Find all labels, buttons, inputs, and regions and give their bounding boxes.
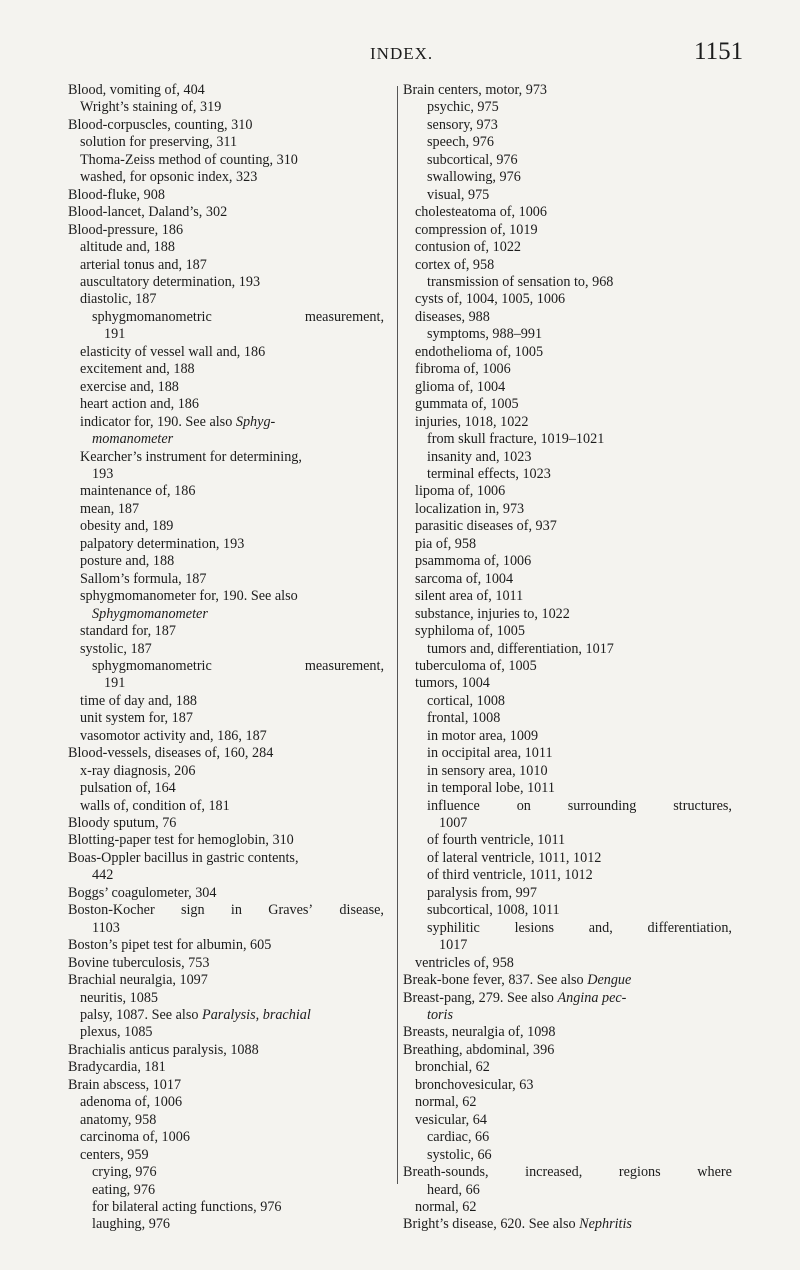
index-entry (68, 309, 384, 326)
index-entry (403, 291, 732, 308)
column-divider (397, 86, 398, 1184)
index-entry (403, 222, 732, 239)
index-entry-text: posture and, 188 (80, 553, 175, 570)
index-entry-text: neuritis, 1085 (80, 989, 159, 1006)
index-entry (68, 571, 384, 588)
index-entry-text: Blood-vessels, diseases of, 160, 284 (68, 745, 274, 762)
index-entry (68, 1199, 384, 1216)
index-entry (403, 798, 732, 815)
index-entry (68, 449, 384, 466)
index-entry-text: in occipital area, 1011 (427, 745, 553, 762)
index-entry (403, 955, 732, 972)
index-entry-text: transmission of sensation to, 968 (427, 273, 614, 290)
index-entry-word: influence (427, 797, 480, 814)
index-entry-text: parasitic diseases of, 937 (415, 518, 557, 535)
index-entry-text: Boas-Oppler bacillus in gastric contents, (68, 849, 299, 866)
index-entry-text: Boggs’ coagulometer, 304 (68, 884, 217, 901)
index-entry-word: Boston-Kocher (68, 902, 155, 919)
index-entry-text: psammoma of, 1006 (415, 553, 532, 570)
index-entry (403, 571, 732, 588)
index-entry (403, 972, 732, 989)
index-entry-text: fibroma of, 1006 (415, 361, 511, 378)
index-entry-text: plexus, 1085 (80, 1024, 153, 1041)
index-entry-word: structures, (673, 797, 732, 814)
index-entry (403, 536, 732, 553)
index-entry-text: Brain centers, motor, 973 (403, 82, 548, 98)
index-entry (403, 693, 732, 710)
index-entry-text: Breasts, neuralgia of, 1098 (403, 1024, 556, 1041)
index-entry (403, 396, 732, 413)
index-entry-text: palpatory determination, 193 (80, 535, 245, 552)
index-entry (68, 431, 384, 448)
index-entry-text: Breathing, abdominal, 396 (403, 1041, 555, 1058)
index-entry-text: Thoma-Zeiss method of counting, 310 (80, 151, 298, 168)
index-entry (403, 920, 732, 937)
index-entry (68, 763, 384, 780)
index-entry (403, 1199, 732, 1216)
index-entry-text: walls of, condition of, 181 (80, 797, 230, 814)
index-entry (68, 693, 384, 710)
index-entry-text: excitement and, 188 (80, 361, 195, 378)
index-entry (403, 1147, 732, 1164)
index-entry (68, 1042, 384, 1059)
index-entry-text: systolic, 187 (80, 640, 152, 657)
index-entry (403, 937, 732, 954)
index-entry-word: increased, (525, 1164, 583, 1181)
index-entry (403, 990, 732, 1007)
index-entry-text: visual, 975 (427, 186, 490, 203)
index-entry-text: of fourth ventricle, 1011 (427, 832, 566, 849)
index-entry-text: Blotting-paper test for hemoglobin, 310 (68, 832, 294, 849)
index-entry (403, 344, 732, 361)
index-entry-text: for bilateral acting functions, 976 (92, 1199, 282, 1215)
index-entry (403, 553, 732, 570)
index-entry-word: surrounding (567, 797, 637, 814)
index-entry (68, 1094, 384, 1111)
index-entry (403, 1042, 732, 1059)
index-entry (403, 745, 732, 762)
index-entry (403, 501, 732, 518)
index-entry (68, 867, 384, 884)
index-entry-text: insanity and, 1023 (427, 448, 532, 465)
index-entry (403, 815, 732, 832)
index-entry-text: silent area of, 1011 (415, 588, 524, 605)
index-entry (68, 780, 384, 797)
index-entry-text: Bloody sputum, 76 (68, 815, 177, 832)
index-entry-text: normal, 62 (415, 1199, 477, 1215)
index-entry-text: pia of, 958 (415, 535, 477, 552)
index-entry (403, 1164, 732, 1181)
index-entry-text: sensory, 973 (427, 116, 498, 133)
index-entry-text: in motor area, 1009 (427, 727, 539, 744)
index-entry-word: and, (588, 919, 613, 936)
index-entry (403, 466, 732, 483)
index-entry (403, 832, 732, 849)
index-entry (403, 728, 732, 745)
page-header (0, 38, 800, 72)
index-entry-text: gummata of, 1005 (415, 396, 519, 413)
index-entry-text: cortex of, 958 (415, 256, 495, 273)
index-entry-text: indicator for, 190. See also (80, 413, 233, 430)
index-entry-text: of third ventricle, 1011, 1012 (427, 867, 593, 884)
index-entry-text: 191 (104, 326, 126, 343)
index-entry (68, 588, 384, 605)
index-entry (68, 798, 384, 815)
index-entry-text: Brachial neuralgia, 1097 (68, 972, 208, 989)
index-entry-text: crying, 976 (92, 1164, 157, 1181)
index-entry-text: adenoma of, 1006 (80, 1094, 183, 1111)
index-entry (403, 1129, 732, 1146)
index-entry-text: time of day and, 188 (80, 692, 198, 709)
index-entry (68, 239, 384, 256)
index-entry-text: heard, 66 (427, 1181, 480, 1198)
index-entry (68, 117, 384, 134)
index-entry (68, 169, 384, 186)
index-entry (403, 902, 732, 919)
index-entry-crossref: Dengue (587, 972, 632, 989)
index-entry-text: cortical, 1008 (427, 692, 506, 709)
index-entry-text: cholesteatoma of, 1006 (415, 204, 547, 221)
index-entry-word: sphygmomanometric (92, 308, 212, 325)
index-entry (68, 745, 384, 762)
index-entry (68, 1007, 384, 1024)
index-column-left (68, 82, 384, 1234)
index-entry (68, 414, 384, 431)
index-entry (68, 187, 384, 204)
index-entry (403, 379, 732, 396)
index-entry (403, 675, 732, 692)
index-entry-text: obesity and, 189 (80, 518, 174, 535)
index-entry-text: heart action and, 186 (80, 396, 199, 413)
index-entry (403, 588, 732, 605)
index-entry (68, 902, 384, 919)
index-entry (68, 937, 384, 954)
index-entry-word: syphilitic (427, 919, 480, 936)
index-entry-word: disease, (339, 902, 384, 919)
index-entry (68, 990, 384, 1007)
index-entry (403, 1094, 732, 1111)
index-entry-text: Wright’s staining of, 319 (80, 99, 222, 116)
index-entry (403, 867, 732, 884)
index-entry-text: localization in, 973 (415, 500, 525, 517)
index-entry (68, 82, 384, 99)
index-entry (403, 763, 732, 780)
index-entry-text: vesicular, 64 (415, 1111, 487, 1128)
index-entry-text: syphiloma of, 1005 (415, 623, 525, 640)
index-entry (68, 1112, 384, 1129)
index-entry-text: psychic, 975 (427, 99, 499, 116)
index-entry-text: exercise and, 188 (80, 378, 179, 395)
index-entry-text: 1103 (92, 919, 120, 936)
index-entry-text: diseases, 988 (415, 308, 490, 325)
index-entry-text: contusion of, 1022 (415, 239, 522, 256)
index-entry (403, 1007, 732, 1024)
index-entry-text: 191 (104, 675, 126, 692)
index-entry (68, 152, 384, 169)
index-entry-word: lesions (514, 919, 554, 936)
index-entry (68, 291, 384, 308)
index-entry-text: altitude and, 188 (80, 239, 175, 256)
index-entry-text: ventricles of, 958 (415, 954, 514, 971)
index-entry-text: injuries, 1018, 1022 (415, 413, 529, 430)
index-entry-text: of lateral ventricle, 1011, 1012 (427, 849, 602, 866)
index-entry (403, 152, 732, 169)
index-entry-text: 442 (92, 867, 114, 884)
index-entry (68, 1182, 384, 1199)
index-entry-text: Boston’s pipet test for albumin, 605 (68, 937, 272, 954)
index-entry (68, 972, 384, 989)
index-entry-text: lipoma of, 1006 (415, 483, 506, 500)
index-entry (403, 414, 732, 431)
index-entry-crossref: toris (427, 1007, 454, 1024)
index-entry-text: from skull fracture, 1019–1021 (427, 431, 605, 448)
index-entry (68, 466, 384, 483)
index-entry (68, 379, 384, 396)
index-entry-text: bronchial, 62 (415, 1059, 490, 1076)
index-entry-crossref: Angina pec- (557, 989, 627, 1006)
index-entry (403, 309, 732, 326)
index-entry-text: Blood-fluke, 908 (68, 186, 165, 203)
index-entry (68, 553, 384, 570)
index-entry (403, 1112, 732, 1129)
index-entry (68, 1129, 384, 1146)
index-entry (68, 1024, 384, 1041)
index-entry-text: arterial tonus and, 187 (80, 256, 207, 273)
index-entry-text: substance, injuries to, 1022 (415, 605, 570, 622)
index-entry (403, 780, 732, 797)
index-entry (403, 431, 732, 448)
index-entry (68, 832, 384, 849)
index-entry-word: regions (618, 1164, 661, 1181)
index-entry-word: Breath-sounds, (403, 1164, 489, 1181)
index-entry-word: measurement, (304, 308, 384, 325)
index-entry (68, 222, 384, 239)
index-entry (403, 641, 732, 658)
page-number: 1151 (694, 38, 744, 65)
index-entry-word: measurement, (304, 657, 384, 674)
index-entry-text: Bradycardia, 181 (68, 1059, 166, 1076)
index-entry (403, 1216, 732, 1233)
index-entry (403, 885, 732, 902)
index-entry-text: Kearcher’s instrument for determining, (80, 448, 302, 465)
index-entry (68, 501, 384, 518)
index-entry (68, 1077, 384, 1094)
index-entry-text: cysts of, 1004, 1005, 1006 (415, 291, 566, 308)
index-entry-crossref: momanometer (92, 431, 174, 448)
index-entry-text: swallowing, 976 (427, 169, 521, 186)
index-entry-text: pulsation of, 164 (80, 780, 176, 797)
index-entry-text: Bovine tuberculosis, 753 (68, 954, 210, 971)
index-entry (403, 82, 732, 99)
index-entry-text: tumors, 1004 (415, 675, 490, 692)
index-entry (403, 134, 732, 151)
index-entry-text: cardiac, 66 (427, 1129, 490, 1146)
index-entry-text: normal, 62 (415, 1094, 477, 1111)
index-entry (68, 99, 384, 116)
index-entry-word: where (697, 1164, 732, 1181)
index-entry (403, 274, 732, 291)
index-entry-text: anatomy, 958 (80, 1111, 157, 1128)
index-entry-text: in temporal lobe, 1011 (427, 780, 555, 797)
index-entry (403, 1182, 732, 1199)
index-entry (68, 134, 384, 151)
index-entry-text: Breast-pang, 279. See also (403, 989, 554, 1006)
index-entry-text: in sensory area, 1010 (427, 762, 548, 779)
index-entry-text: mean, 187 (80, 500, 140, 517)
index-entry (68, 815, 384, 832)
index-entry-word: differentiation, (647, 919, 732, 936)
index-entry-text: 1017 (439, 937, 468, 954)
index-entry (68, 920, 384, 937)
index-entry (68, 885, 384, 902)
index-entry (68, 1216, 384, 1233)
index-entry-text: palsy, 1087. See also (80, 1007, 199, 1024)
index-entry-text: frontal, 1008 (427, 710, 501, 727)
index-entry (68, 396, 384, 413)
index-entry-text: carcinoma of, 1006 (80, 1129, 190, 1146)
index-entry (68, 710, 384, 727)
index-entry (403, 204, 732, 221)
index-entry-text: Brain abscess, 1017 (68, 1076, 182, 1093)
index-entry (403, 187, 732, 204)
index-entry (68, 1147, 384, 1164)
index-entry-text: compression of, 1019 (415, 221, 538, 238)
index-entry-text: Brachialis anticus paralysis, 1088 (68, 1041, 259, 1058)
index-entry-text: maintenance of, 186 (80, 483, 196, 500)
index-entry-word: Graves’ (268, 902, 314, 919)
index-entry (403, 710, 732, 727)
index-entry (403, 518, 732, 535)
index-entry (68, 606, 384, 623)
index-entry (68, 536, 384, 553)
index-entry (68, 344, 384, 361)
index-entry (68, 623, 384, 640)
index-entry-text: bronchovesicular, 63 (415, 1076, 534, 1093)
index-entry-text: Blood-corpuscles, counting, 310 (68, 116, 253, 133)
index-entry (403, 257, 732, 274)
index-entry-crossref: Paralysis, brachial (202, 1007, 311, 1024)
index-entry (68, 955, 384, 972)
index-entry (403, 239, 732, 256)
index-entry (403, 1059, 732, 1076)
index-entry-crossref: Sphygmomanometer (92, 605, 208, 622)
index-entry (68, 361, 384, 378)
index-entry-text: eating, 976 (92, 1181, 156, 1198)
index-entry (403, 606, 732, 623)
index-entry-crossref: Sphyg- (235, 413, 276, 430)
index-entry-text: subcortical, 976 (427, 151, 518, 168)
index-entry (68, 850, 384, 867)
index-entry (403, 449, 732, 466)
index-entry (68, 1164, 384, 1181)
index-entry (68, 1059, 384, 1076)
index-entry (68, 204, 384, 221)
index-entry (403, 117, 732, 134)
index-entry (68, 641, 384, 658)
index-entry (403, 326, 732, 343)
index-entry-text: Blood-lancet, Daland’s, 302 (68, 204, 228, 221)
index-entry-text: washed, for opsonic index, 323 (80, 169, 258, 186)
index-entry-word: in (230, 902, 242, 919)
index-entry (403, 361, 732, 378)
index-entry-word: sphygmomanometric (92, 657, 212, 674)
index-entry (68, 518, 384, 535)
index-entry-text: centers, 959 (80, 1146, 149, 1163)
index-column-right (403, 82, 732, 1234)
index-entry-text: diastolic, 187 (80, 291, 157, 308)
index-entry-text: speech, 976 (427, 134, 494, 151)
index-entry (68, 483, 384, 500)
index-entry-text: subcortical, 1008, 1011 (427, 902, 560, 919)
index-entry-text: vasomotor activity and, 186, 187 (80, 727, 267, 744)
index-entry-text: glioma of, 1004 (415, 378, 506, 395)
index-entry-word: on (516, 797, 531, 814)
index-entry-text: solution for preserving, 311 (80, 134, 238, 151)
index-entry-text: 193 (92, 465, 114, 482)
index-entry-text: tumors and, differentiation, 1017 (427, 640, 614, 657)
index-entry-text: Blood-pressure, 186 (68, 221, 184, 238)
index-entry-text: laughing, 976 (92, 1216, 171, 1233)
index-entry (403, 623, 732, 640)
index-entry (68, 658, 384, 675)
index-entry (403, 99, 732, 116)
index-entry-text: standard for, 187 (80, 623, 176, 640)
index-entry (403, 1024, 732, 1041)
index-entry (68, 326, 384, 343)
index-entry-text: auscultatory determination, 193 (80, 273, 261, 290)
index-entry-text: symptoms, 988–991 (427, 326, 543, 343)
index-entry (403, 483, 732, 500)
index-entry-text: Break-bone fever, 837. See also (403, 972, 584, 989)
index-entry-text: Sallom’s formula, 187 (80, 570, 207, 587)
index-entry-text: unit system for, 187 (80, 710, 193, 727)
index-entry-text: Bright’s disease, 620. See also (403, 1216, 576, 1233)
index-entry-text: elasticity of vessel wall and, 186 (80, 343, 266, 360)
index-entry-text: sphygmomanometer for, 190. See also (80, 588, 298, 605)
index-entry-word: sign (180, 902, 205, 919)
index-entry-crossref: Nephritis (579, 1216, 632, 1233)
index-entry-text: sarcoma of, 1004 (415, 570, 514, 587)
index-entry-text: endothelioma of, 1005 (415, 343, 544, 360)
index-entry (68, 675, 384, 692)
index-entry (68, 257, 384, 274)
index-entry (403, 658, 732, 675)
index-entry (403, 850, 732, 867)
index-entry-text: 1007 (439, 815, 468, 832)
index-entry (403, 169, 732, 186)
index-entry-text: x-ray diagnosis, 206 (80, 762, 196, 779)
running-title: INDEX. (370, 44, 434, 63)
index-entry-text: systolic, 66 (427, 1146, 492, 1163)
index-entry (68, 728, 384, 745)
index-entry-text: tuberculoma of, 1005 (415, 657, 537, 674)
index-entry-text: paralysis from, 997 (427, 884, 537, 901)
index-entry-text: terminal effects, 1023 (427, 465, 551, 482)
index-entry (68, 274, 384, 291)
index-entry (403, 1077, 732, 1094)
index-entry-text: Blood, vomiting of, 404 (68, 82, 205, 98)
